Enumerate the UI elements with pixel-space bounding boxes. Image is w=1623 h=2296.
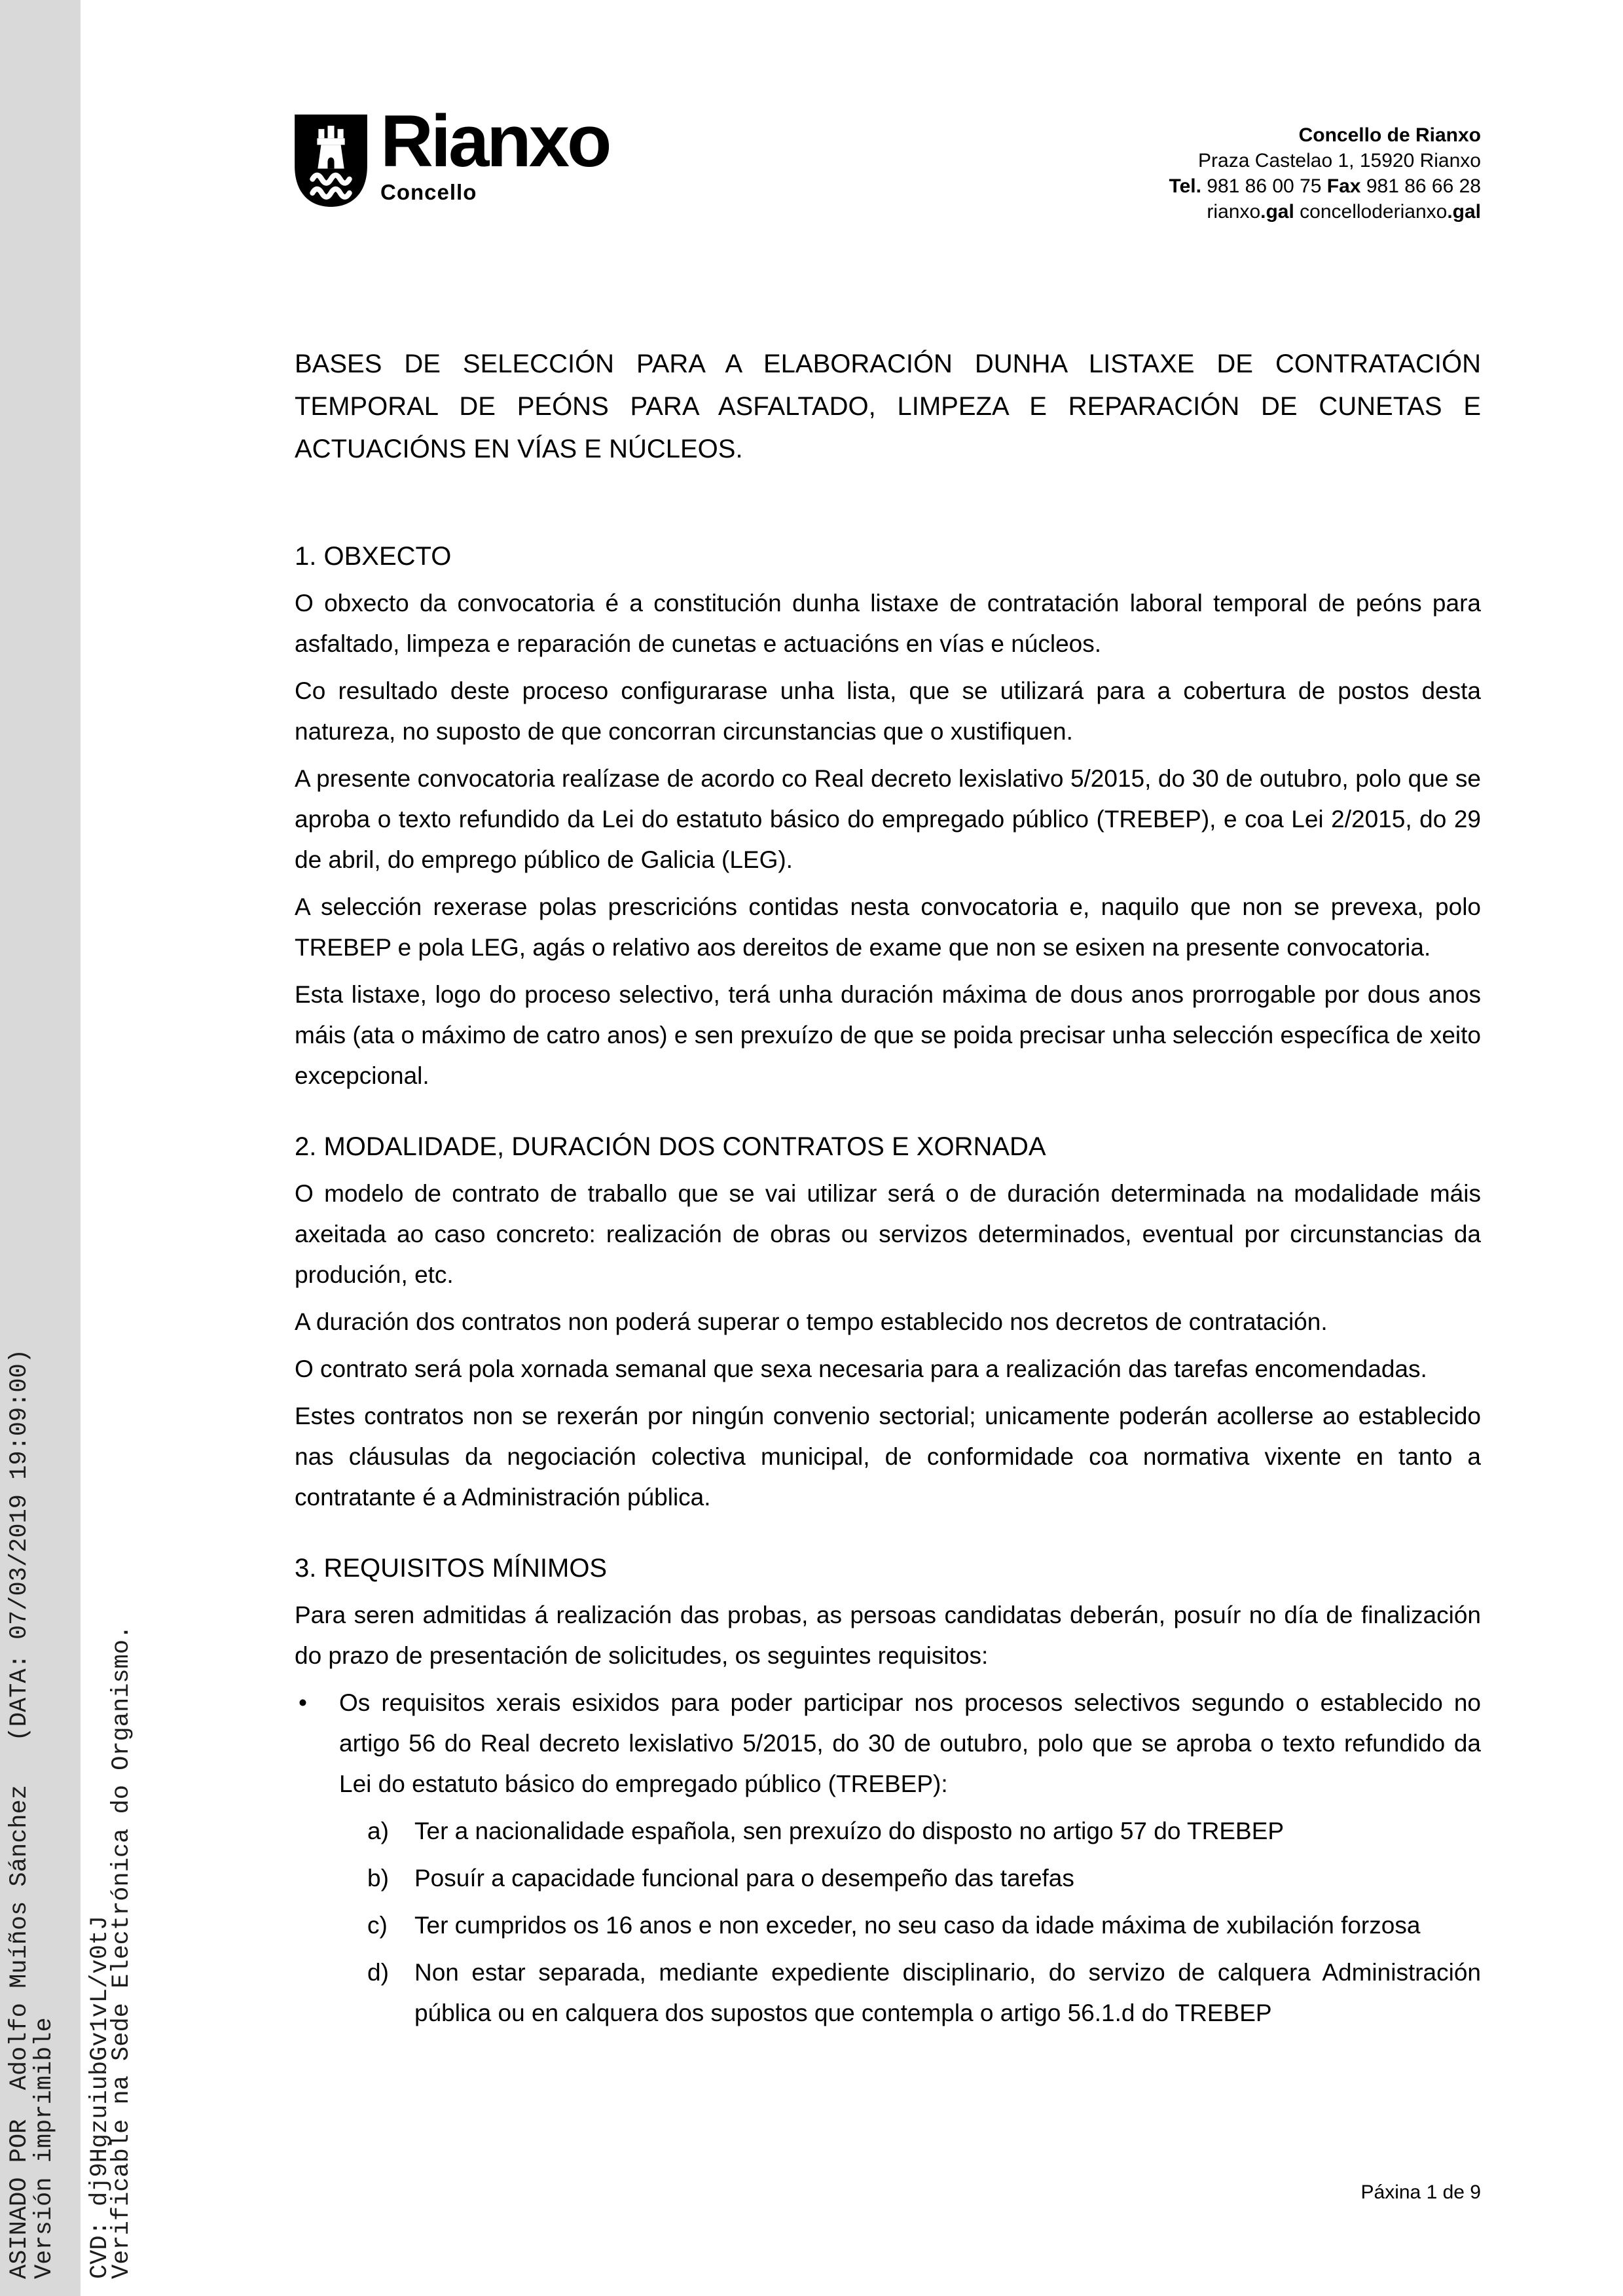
- lettered-list-item-a: [295, 1811, 1481, 1852]
- logo-wordmark: Rianxo: [380, 100, 610, 182]
- item-marker: d): [367, 1959, 389, 1986]
- contact-web-line: [1169, 199, 1481, 224]
- tel-number: 981 86 00 75: [1201, 175, 1327, 197]
- verification-vertical-text: Verificable na Sede Electrónica do Organismo.: [108, 1624, 136, 2279]
- bullet-text: Os requisitos xerais esixidos para poder participar nos procesos selectivos segundo o establecido no artigo 56 do Real decreto lexislativo 5/2015, do 30 de outubro, polo que se aproba o texto refundido da Lei do estatuto básico do empregado público (TREBEP):: [339, 1689, 1481, 1797]
- lettered-list-item-c: [295, 1905, 1481, 1946]
- contact-address: Praza Castelao 1, 15920 Rianxo: [1198, 150, 1481, 171]
- contact-org-name: Concello de Rianxo: [1298, 124, 1481, 146]
- letterhead: [295, 0, 1481, 224]
- contact-block: [1169, 122, 1481, 224]
- section-heading-requisitos: 3. REQUISITOS MÍNIMOS: [295, 1554, 608, 1583]
- paragraph: Para seren admitidas á realización das probas, as persoas candidatas deberán, posuír no día de finalización do prazo de presentación de solicitudes, os seguintes requisitos:: [295, 1602, 1481, 1669]
- item-text: Non estar separada, mediante expediente disciplinario, do servizo de calquera Administración pública ou en calquera dos supostos que contempla o artigo 56.1.d do TREBEP: [414, 1959, 1481, 2026]
- bullet-list-item: [295, 1683, 1481, 1804]
- paragraph: A presente convocatoria realízase de acordo co Real decreto lexislativo 5/2015, do 30 de outubro, polo que se aproba o texto refundido da Lei do estatuto básico do empregado público (TREBEP), e coa Lei 2/2015, do 29 de abril, do emprego público de Galicia (LEG).: [295, 765, 1481, 873]
- paragraph: O contrato será pola xornada semanal que sexa necesaria para a realización das tarefas encomendadas.: [295, 1355, 1427, 1382]
- signed-by-vertical-text: ASINADO POR Adolfo Muíños Sánchez (DATA: 07/03/2019 19:09:00): [6, 1348, 33, 2279]
- web1-name: rianxo: [1207, 201, 1261, 223]
- contact-phone-line: [1169, 173, 1481, 199]
- web1-tld: .gal: [1260, 201, 1294, 223]
- paragraph: A selección rexerase polas prescricións contidas nesta convocatoria e, naquilo que non se prevexa, polo TREBEP e pola LEG, agás o relativo aos dereitos de exame que non se esixen na presente convocatoria.: [295, 893, 1481, 961]
- cvd-code-vertical-text: CVD: dj9HgzuiubGv1vL/v0tJ: [86, 1915, 114, 2279]
- logo-text: [380, 100, 610, 205]
- crest-shield-icon: [295, 115, 367, 207]
- document-title: BASES DE SELECCIÓN PARA A ELABORACIÓN DUNHA LISTAXE DE CONTRATACIÓN TEMPORAL DE PEÓNS PARA ASFALTADO, LIMPEZA E REPARACIÓN DE CUNETAS E ACTUACIÓNS EN VÍAS E NÚCLEOS.: [295, 350, 1481, 463]
- lettered-list-item-d: [295, 1952, 1481, 2034]
- document-content: [295, 0, 1481, 2040]
- item-marker: c): [367, 1912, 388, 1939]
- paragraph: A duración dos contratos non poderá superar o tempo establecido nos decretos de contratación.: [295, 1308, 1328, 1335]
- fax-number: 981 86 66 28: [1360, 175, 1481, 197]
- concello-logo: [295, 100, 610, 207]
- item-text: Ter a nacionalidade española, sen prexuízo do disposto no artigo 57 do TREBEP: [414, 1818, 1285, 1844]
- paragraph: Co resultado deste proceso configurarase unha lista, que se utilizará para a cobertura de postos desta natureza, no suposto de que concorran circunstancias que o xustifiquen.: [295, 677, 1481, 745]
- logo-subtitle: Concello: [380, 180, 477, 204]
- section-heading-modalidade: 2. MODALIDADE, DURACIÓN DOS CONTRATOS E XORNADA: [295, 1132, 1046, 1161]
- fax-label: Fax: [1326, 175, 1361, 197]
- item-text: Posuír a capacidade funcional para o desempeño das tarefas: [414, 1865, 1074, 1892]
- item-text: Ter cumpridos os 16 anos e non exceder, no seu caso da idade máxima de xubilación forzosa: [414, 1912, 1421, 1939]
- paragraph: Estes contratos non se rexerán por ningún convenio sectorial; unicamente poderán acollerse ao establecido nas cláusulas da negociación colectiva municipal, de conformidade coa normativa vixente en tanto a contratante é a Administración pública.: [295, 1403, 1481, 1511]
- page-number: Páxina 1 de 9: [1360, 2181, 1481, 2203]
- web2-tld: .gal: [1447, 201, 1481, 223]
- tel-label: Tel.: [1169, 175, 1201, 197]
- paragraph: O modelo de contrato de traballo que se vai utilizar será o de duración determinada na modalidade máis axeitada ao caso concreto: realización de obras ou servizos determinados, eventual por circunstancias da produción, etc.: [295, 1180, 1481, 1288]
- bullet-marker: •: [299, 1689, 307, 1716]
- printable-version-vertical-text: Versión imprimible: [31, 2017, 58, 2279]
- web2-name: concelloderianxo: [1294, 201, 1448, 223]
- paragraph: O obxecto da convocatoria é a constitución dunha listaxe de contratación laboral temporal de peóns para asfaltado, limpeza e reparación de cunetas e actuacións en vías e núcleos.: [295, 590, 1481, 657]
- section-heading-obxecto: 1. OBXECTO: [295, 542, 452, 571]
- item-marker: a): [367, 1818, 389, 1844]
- paragraph: Esta listaxe, logo do proceso selectivo, terá unha duración máxima de dous anos prorrogable por dous anos máis (ata o máximo de catro anos) e sen prexuízo de que se poida precisar unha selección específica de xeito excepcional.: [295, 981, 1481, 1089]
- item-marker: b): [367, 1865, 389, 1892]
- lettered-list-item-b: [295, 1858, 1481, 1899]
